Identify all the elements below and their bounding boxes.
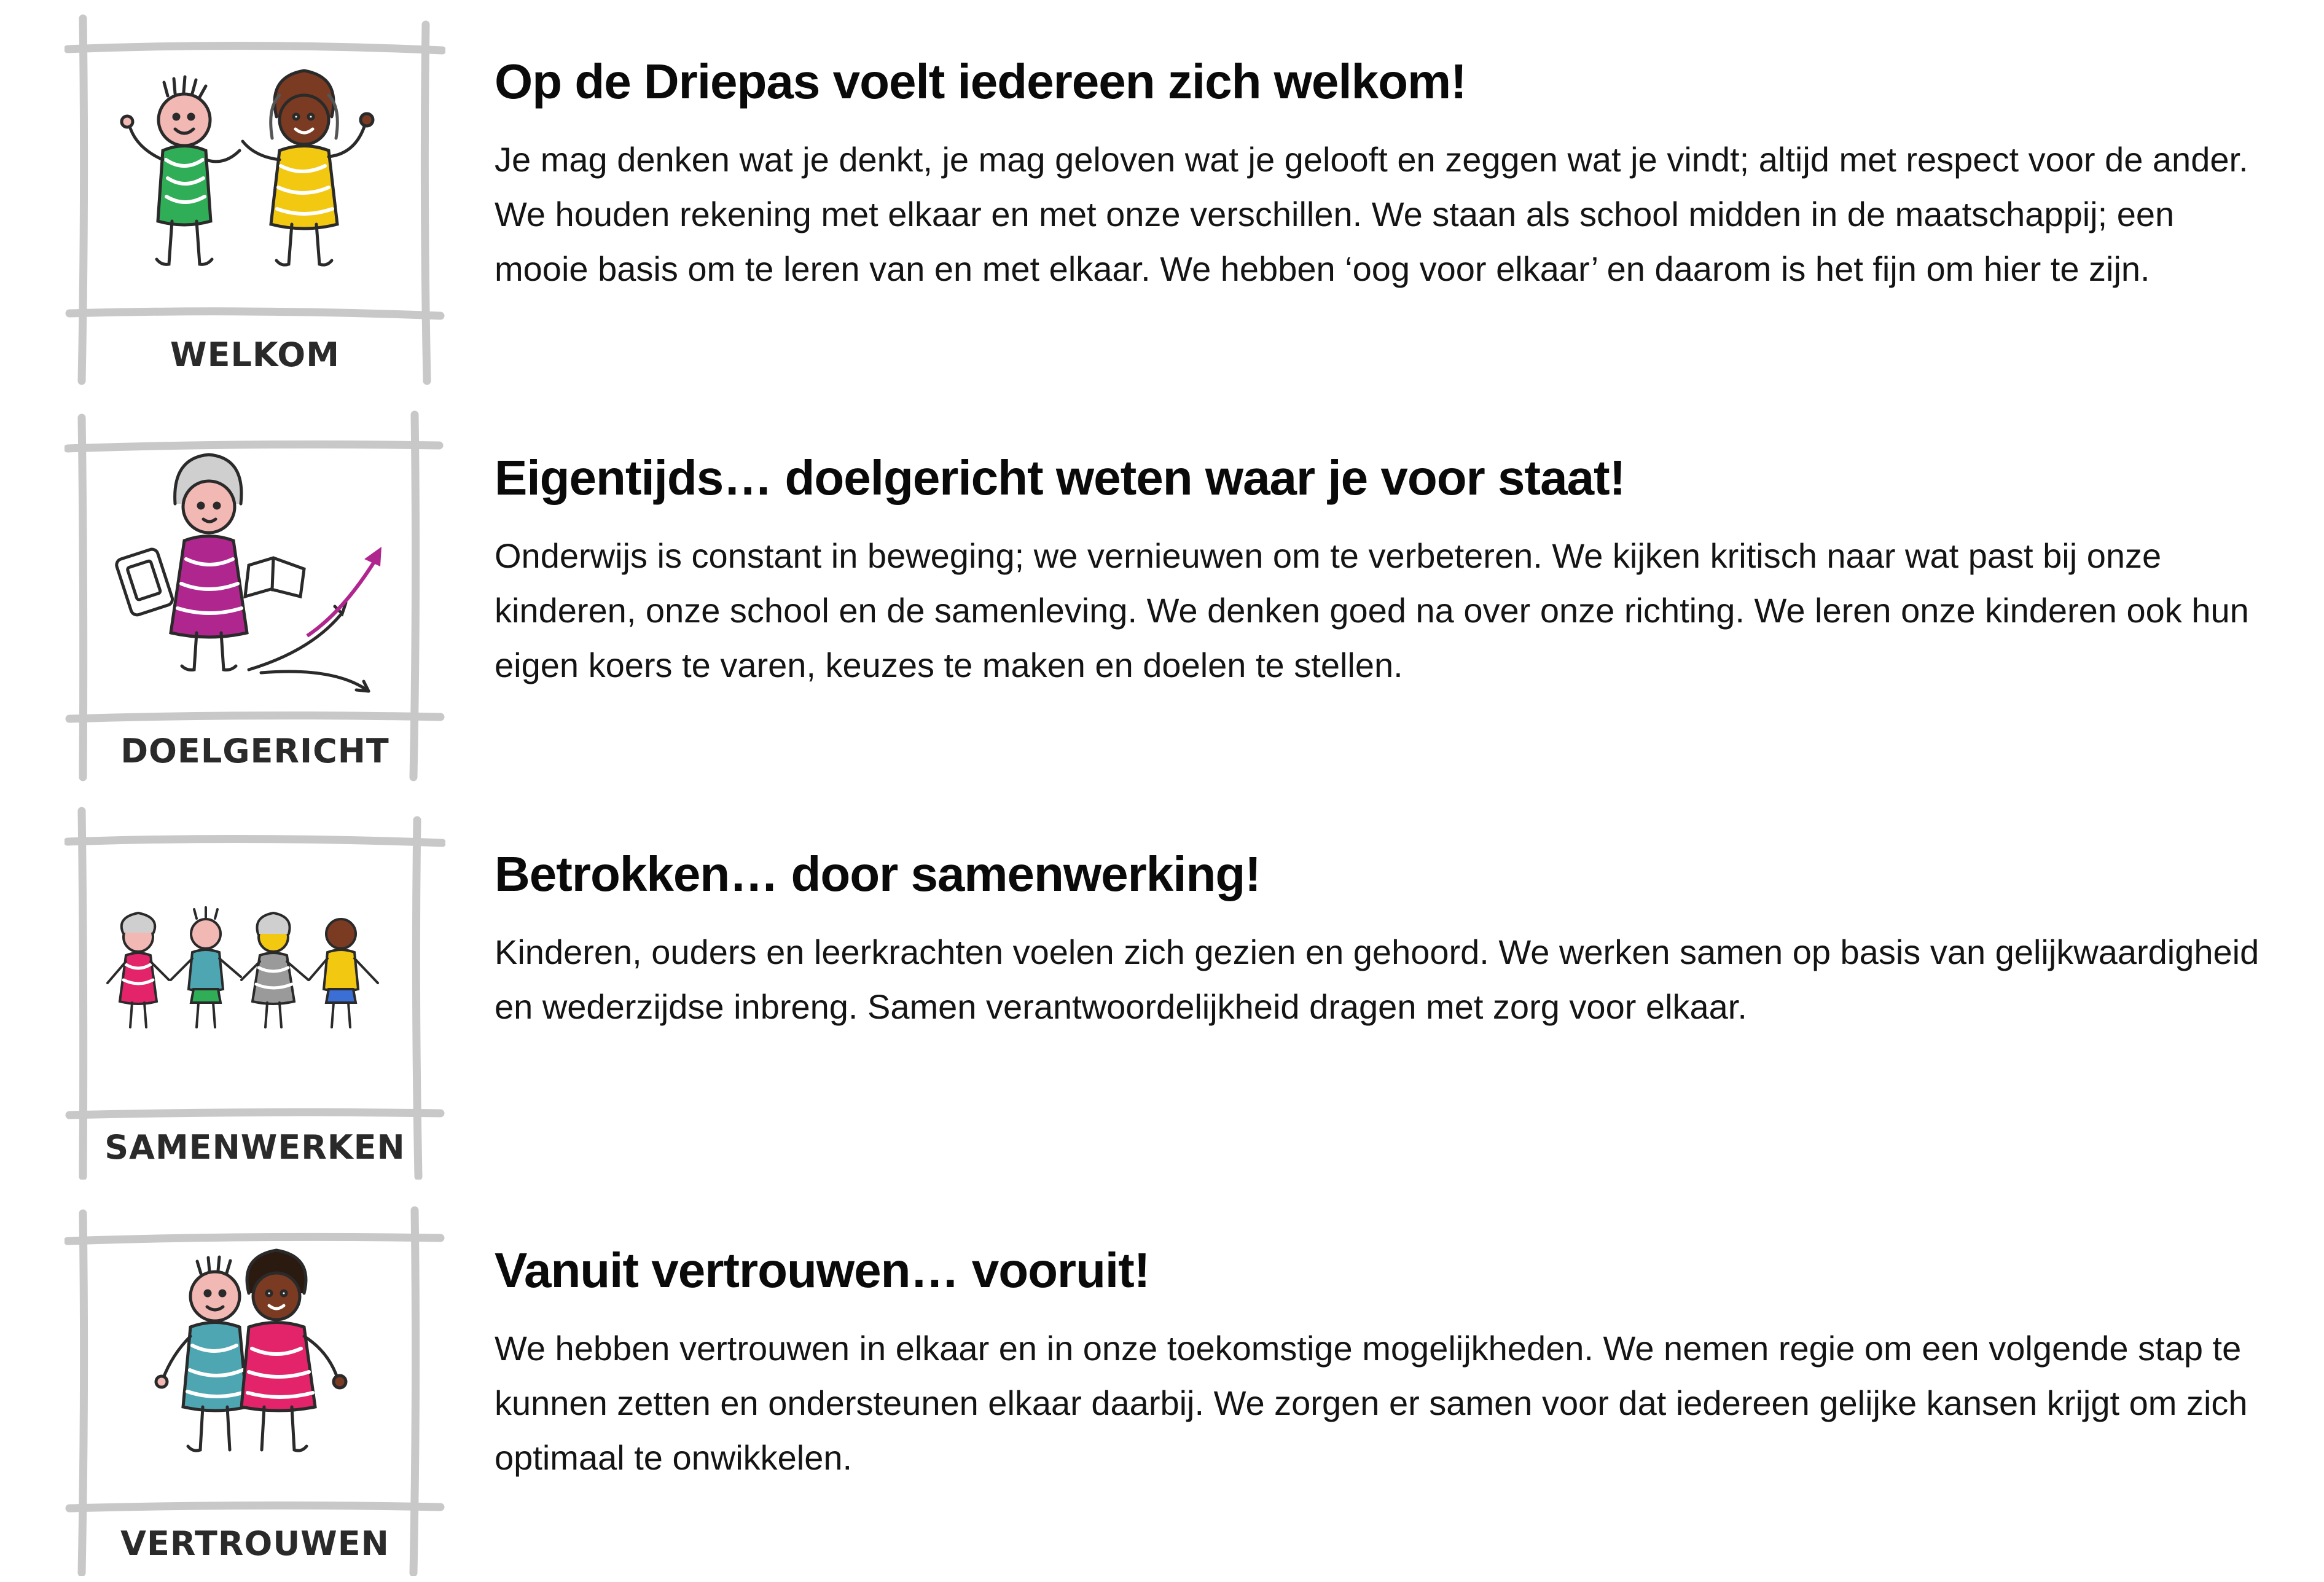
illustration-label: VERTROUWEN (120, 1524, 389, 1563)
section-samenwerken (0, 793, 2324, 1186)
section-vertrouwen (0, 1189, 2324, 1582)
text-block (495, 448, 2276, 692)
child-with-arrows-icon (65, 409, 445, 783)
illustration-label: DOELGERICHT (120, 732, 389, 770)
section-paragraph: Onderwijs is constant in beweging; we vernieuwen om te verbeteren. We kijken kritisch naar wat past bij onze kinderen, onze school en de samenleving. We denken goed na over onze richting. We leren onze kinderen ook hun eigen koers te varen, keuzes te maken en doelen te stellen. (495, 536, 2249, 684)
text-block (495, 1241, 2276, 1485)
text-block (495, 52, 2276, 296)
section-heading: Eigentijds… doelgericht weten waar je voor staat! (495, 450, 1626, 505)
illustration-vertrouwen (65, 1201, 445, 1576)
illustration-welkom (65, 12, 445, 387)
section-heading: Op de Driepas voelt iedereen zich welkom! (495, 54, 1466, 109)
two-children-hugging-icon (65, 1201, 445, 1576)
four-children-holding-hands-icon (65, 805, 445, 1180)
section-welkom (0, 0, 2324, 393)
illustration-label: WELKOM (170, 335, 340, 374)
section-paragraph: Kinderen, ouders en leerkrachten voelen zich gezien en gehoord. We werken samen op basis van gelijkwaardigheid en wederzijdse inbreng. Samen verantwoordelijkheid dragen met zorg voor elkaar. (495, 933, 2259, 1026)
two-children-welcoming-icon (65, 12, 445, 387)
text-block (495, 845, 2276, 1034)
illustration-label: SAMENWERKEN (104, 1128, 405, 1167)
section-paragraph: We hebben vertrouwen in elkaar en in onze toekomstige mogelijkheden. We nemen regie om een volgende stap te kunnen zetten en ondersteunen elkaar daarbij. We zorgen er samen voor dat iedereen gelijke kansen krijgt om zich optimaal te onwikkelen. (495, 1329, 2248, 1477)
section-paragraph: Je mag denken wat je denkt, je mag geloven wat je gelooft en zeggen wat je vindt; altijd met respect voor de ander. We houden rekening met elkaar en met onze verschillen. We staan als school midden in de maatschappij; een mooie basis om te leren van en met elkaar. We hebben ‘oog voor elkaar’ en daarom is het fijn om hier te zijn. (495, 140, 2248, 288)
illustration-samenwerken (65, 805, 445, 1180)
section-doelgericht (0, 396, 2324, 789)
section-heading: Vanuit vertrouwen… vooruit! (495, 1243, 1150, 1298)
section-heading: Betrokken… door samenwerking! (495, 847, 1261, 901)
illustration-doelgericht (65, 409, 445, 783)
